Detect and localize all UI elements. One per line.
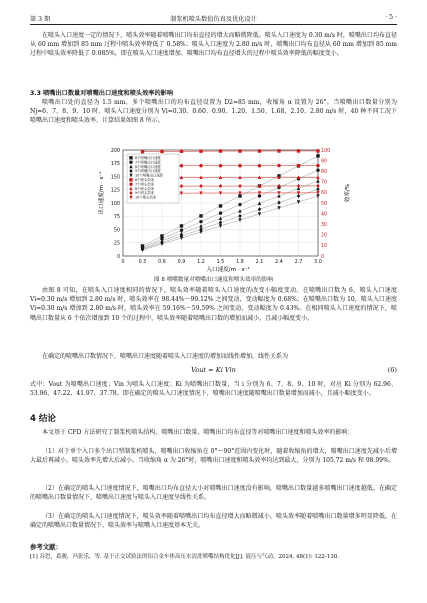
legend-entry: 10个喷嘴出口速度 (135, 173, 164, 178)
y-tick-label-left: 200 (110, 148, 120, 154)
paragraph-analysis: 由图 8 可知，在喷头入口速度相同的情况下，喷头效率随着喷头入口速度的改变小幅度变动。在喷嘴出口数为 6，喷头入口速度 Vi=0.30 m/s 增加到 2.80 m/s 时，喷头效率在 98.44%～99.12% 之间变动，变动幅度为 0.68%；在喷嘴出口数为 10，喷头入口速度 Vi=0.30 m/s 增加到 2.80 m/s 时，喷头效率在 59.16%～59.59% 之间变动，变动幅度为 0.43%。在相同喷头入口速度的情况下，喷嘴出口数量从 6 个依次增加到 10 个的过程中，喷头效率随着喷嘴出口数的增加而减小，且减小幅度变小。 (30, 287, 397, 322)
legend-entry: 7个喷嘴出口速度 (135, 160, 161, 165)
speed-point (199, 224, 202, 228)
efficiency-point (219, 164, 222, 167)
speed-point (316, 168, 319, 171)
efficiency-point (238, 164, 241, 167)
efficiency-point (238, 149, 241, 152)
efficiency-point (199, 149, 202, 152)
efficiency-point (277, 149, 280, 152)
x-tick-label: 3.0 (314, 260, 322, 265)
speed-point (238, 203, 241, 206)
legend-entry: 6个喷嘴出口速度 (135, 156, 161, 160)
x-tick-label: 0.3 (138, 260, 147, 265)
x-tick-label: 2.7 (294, 260, 303, 265)
speed-point (199, 220, 202, 223)
efficiency-point (297, 149, 300, 152)
efficiency-point (199, 164, 202, 167)
y-axis-label-left: 出口速度/m · s⁻¹ (99, 171, 105, 215)
speed-point (258, 201, 261, 205)
legend-entry: 6个喷头效率 (135, 178, 155, 182)
x-tick-label: 1.5 (216, 260, 225, 265)
legend-entry: 9个喷嘴出口速度 (135, 169, 161, 174)
paragraph-linear-intro: 在确定的喷嘴出口数情况下，喷嘴出口速度随着喷头入口速度的增加而线性增加，线性关系为 (42, 353, 289, 360)
section-heading-3-3: 3.3 喷嘴出口数量对喷嘴出口速度和喷头效率的影响 (30, 90, 174, 97)
y-tick-label-left: 150 (110, 175, 120, 181)
efficiency-point (219, 184, 222, 188)
speed-point (316, 179, 319, 183)
legend-entry: 10个喷头效率 (135, 195, 157, 200)
x-tick-label: 0.6 (158, 260, 166, 265)
y-tick-label-right: 40 (321, 212, 328, 218)
efficiency-point (199, 184, 202, 188)
equation-formula: Vout = Ki Vin (191, 366, 236, 374)
legend-marker (129, 183, 132, 186)
legend-marker (129, 178, 132, 181)
references-heading: 参考文献： (30, 543, 62, 551)
legend-marker (129, 156, 132, 159)
efficiency-point (297, 184, 300, 188)
speed-point (180, 229, 183, 232)
speed-point (219, 221, 222, 225)
running-title: 制浆机喷头数值仿真及优化设计 (170, 16, 257, 23)
efficiency-point (180, 150, 183, 153)
y-tick-label-right: 80 (321, 170, 328, 175)
paragraph-equation-note: 式中：Vout 为喷嘴出口速度；Vin 为喷头入口速度；Ki 为喷嘴出口数量，当 i 分别为 6、7、8、9、10 时，对应 Ki 分别为 62.96、53.96、47.22、41.97、37.78。即在确定的喷头入口速度情况下，喷嘴出口速度随喷嘴出口数量增加而减小，且减小幅度变小。 (30, 381, 397, 398)
speed-point (219, 211, 222, 214)
efficiency-point (180, 184, 183, 188)
paragraph-setup: 喷嘴出口处的直径为 1.5 mm，多个喷嘴出口的均布直径设置为 D2=85 mm，收缩角 α 设置为 26°。当喷嘴出口数量分别为 Nj=6、7、8、9、10 时，喷头入口速度分别为 Vi=0.30、0.60、0.90、1.20、1.50、1.68、2.10、2.80 m/s 时，40 种不同工况下喷嘴出口速度和喷头效率、计算结果如图 8 所示。 (30, 99, 397, 125)
legend-entry: 8个喷嘴出口速度 (135, 164, 161, 169)
speed-point (180, 224, 183, 227)
efficiency-line (143, 151, 319, 152)
y-tick-label-left: 75 (113, 215, 120, 221)
y-tick-label-right: 70 (321, 180, 328, 186)
legend-entry: 8个喷头效率 (135, 186, 155, 191)
y-tick-label-right: 100 (321, 148, 331, 154)
efficiency-point (258, 164, 261, 167)
y-tick-label-left: 50 (113, 228, 120, 234)
equation-6 (30, 366, 397, 376)
page-number: · 5 · (385, 14, 397, 21)
y-tick-label-right: 20 (321, 233, 328, 239)
x-tick-label: 2.1 (255, 260, 264, 265)
legend-entry: 7个喷头效率 (135, 182, 155, 187)
efficiency-point (316, 149, 319, 152)
x-tick-label: 1.8 (236, 260, 244, 265)
y-tick-label-left: 0 (116, 254, 120, 260)
y-tick-label-left: 125 (110, 188, 120, 194)
speed-point (219, 204, 222, 207)
efficiency-point (219, 149, 222, 152)
y-axis-label-right: 效率/% (345, 183, 351, 203)
y-tick-label-right: 90 (321, 159, 328, 165)
efficiency-point (316, 164, 319, 167)
legend-entry: 9个喷头效率 (135, 191, 155, 196)
x-tick-label: 1.2 (197, 260, 205, 265)
speed-point (219, 216, 222, 220)
paragraph-conclusion-intro: 本文基于 CFD 方法研究了制浆机喷头结构、喷嘴出口数量、喷嘴出口均布直径等对喷嘴出口速度和喷头效率的影响： (42, 429, 354, 436)
efficiency-point (160, 150, 163, 153)
efficiency-point (180, 164, 183, 167)
speed-point (238, 214, 241, 218)
speed-point (316, 154, 319, 157)
y-tick-label-right: 60 (321, 191, 328, 197)
reference-item-1: [1] 吞恐，葛骏，冯张乐，等. 基于正交试验法的铝合金车体高压水清洗喷嘴结构优化[J]. 液压与气动，2024, 48(1): 122-130. (30, 554, 340, 560)
y-tick-label-left: 175 (110, 162, 120, 168)
efficiency-point (316, 184, 319, 188)
paragraph-diameter-effect: 在喷头入口速度一定的情况下，喷头效率随着喷嘴出口均布直径的增大而略微降低。喷头入口速度为 0.30 m/s 时，喷嘴出口均布直径从 60 mm 增加到 85 mm 过程中喷头效率降低了 0.58%；喷头入口速度为 2.80 m/s 时，喷嘴出口均布直径从 60 mm 增加到 85 mm 过程中喷头效率降低了 0.085%，即在喷头入口速度增加、喷嘴出口均布直径增大的过程中喷头效率降低的幅度变小。 (30, 32, 397, 58)
equation-number: (6) (387, 366, 397, 374)
efficiency-point (238, 184, 241, 188)
paragraph-conclusion-2: （2）在确定的喷头入口速度情况下，喷嘴出口均布直径大小对喷嘴出口速度没有影响，喷嘴出口数量越多喷嘴出口速度越低。在确定的喷嘴出口数量情况下，喷嘴出口速度与喷头入口速度呈线性关系。 (30, 485, 397, 502)
section-heading-4: 4 结论 (30, 414, 56, 424)
y-tick-label-right: 30 (321, 223, 328, 228)
y-tick-label-right: 50 (321, 201, 328, 207)
speed-point (277, 201, 280, 205)
x-axis-label: 入口速度/m · s⁻¹ (206, 267, 250, 273)
legend-marker (129, 161, 132, 164)
efficiency-point (141, 150, 144, 153)
efficiency-point (258, 149, 261, 152)
fit-line (143, 196, 319, 250)
x-tick-label: 0 (121, 260, 125, 265)
paragraph-conclusion-3: （3）在确定的喷头入口速度情况下，喷头效率随着喷嘴出口均布直径增大而略微减小，喷头效率随着喷嘴出口数量增多明显降低。在确定的喷嘴出口数量情况下，喷头效率与喷嘴入口速度基本无关。 (30, 513, 397, 530)
x-tick-label: 2.4 (275, 260, 283, 265)
efficiency-point (297, 164, 300, 167)
y-tick-label-left: 100 (110, 201, 120, 207)
y-tick-label-right: 10 (321, 244, 328, 250)
issue-number: 第 3 期 (30, 16, 51, 23)
speed-point (238, 209, 241, 213)
y-tick-label-left: 25 (113, 241, 120, 247)
speed-point (258, 207, 261, 211)
figure-caption: 图 8 喷嘴数量对喷嘴出口速度和喷头效率的影响 (154, 277, 273, 283)
efficiency-point (277, 164, 280, 167)
y-tick-label-right: 0 (321, 254, 325, 260)
paragraph-conclusion-1: （1）对于单个入口多个出口型制浆机喷头，喷嘴出口收缩角在 0°～90°范围内变化时，随着收缩角的增大，喷嘴出口速度先减小后增大最后再减小，喷头效率先增大后减小。当收缩角 α 为 26°时，喷嘴出口速度和喷头效率均达到最大，分别为 105.72 m/s 和 98.99%。 (30, 448, 397, 465)
x-tick-label: 0.9 (177, 260, 186, 265)
speed-point (199, 214, 202, 217)
